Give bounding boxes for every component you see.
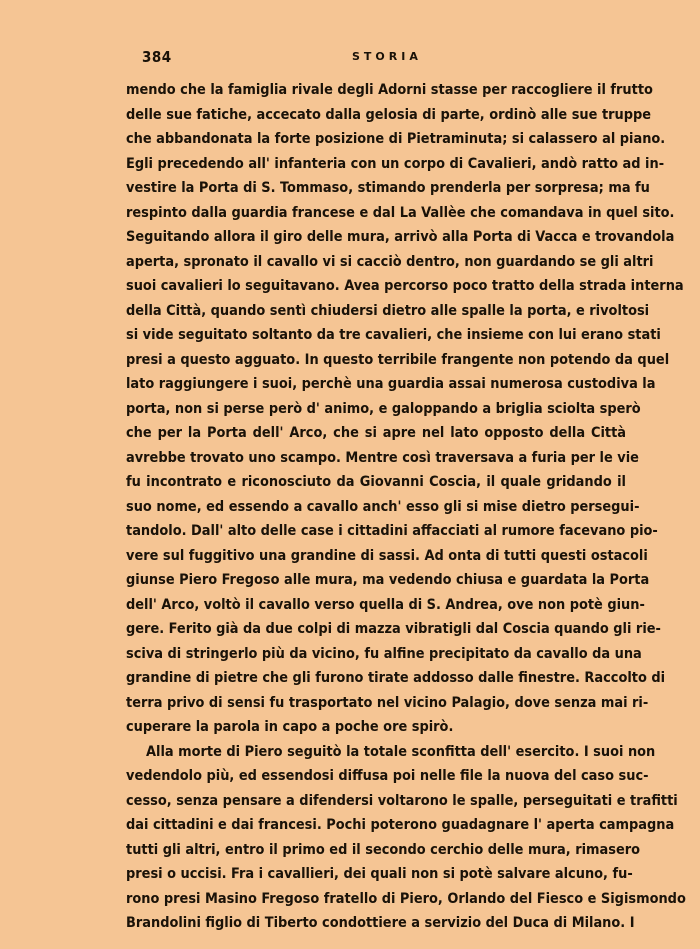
text-line: rono presi Masino Fregoso fratello di Piero, Orlando del Fiesco e Sigismondo [126,890,686,907]
text-line: mendo che la famiglia rivale degli Adorni stasse per raccogliere il frutto [126,82,653,98]
text-line: giunse Piero Fregoso alle mura, ma vedendo chiusa e guardata la Porta [126,572,650,588]
text-line: sciva di stringerlo più da vicino, fu alfine precipitato da cavallo da una [126,645,642,662]
text-line: tutti gli altri, entro il primo ed il secondo cerchio delle mura, rimasero [126,841,641,858]
text-line: terra privo di sensi fu trasportato nel vicino Palagio, dove senza mai ri- [126,694,649,711]
text-line: cuperare la parola in capo a poche ore spirò. [126,719,454,735]
text-line: vestire la Porta di S. Tommaso, stimando prenderla per sorpresa; ma fu [126,180,650,196]
text-line: Seguitando allora il giro delle mura, arrivò alla Porta di Vacca e trovandola [126,229,675,245]
text-line: porta, non si perse però d' animo, e galoppando a briglia sciolta sperò [126,400,641,417]
paragraph [126,740,686,936]
text-line: presi a questo agguato. In questo terribile frangente non potendo da quel [126,351,670,368]
text-line: cesso, senza pensare a difendersi voltarono le spalle, perseguitati e trafitti [126,792,678,809]
text-line: tandolo. Dall' alto delle case i cittadini affacciati al rumore facevano pio- [126,523,658,539]
text-line: delle sue fatiche, accecato dalla gelosia di parte, ordinò alle sue truppe [126,106,652,123]
text-line: che per la Porta dell' Arco, che si apre nel lato opposto della Città [126,425,626,441]
text-line: si vide seguitato soltanto da tre cavalieri, che insieme con lui erano stati [126,327,661,343]
text-line: che abbandonata la forte posizione di Pietraminuta; si calassero al piano. [126,131,666,147]
text-line: aperta, spronato il cavallo vi si cacciò dentro, non guardando se gli altri [126,253,654,270]
text-line: vedendolo più, ed essendosi diffusa poi nelle file la nuova del caso suc- [126,768,649,784]
running-title: STORIA [352,50,422,63]
text-line: grandine di pietre che gli furono tirate addosso dalle finestre. Raccolto di [126,670,666,686]
text-line: presi o uccisi. Fra i cavallieri, dei quali non si potè salvare alcuno, fu- [126,866,633,882]
body-text [126,78,686,936]
text-line: Egli precedendo all' infanteria con un corpo di Cavalieri, andò ratto ad in- [126,155,665,172]
text-line: fu incontrato e riconosciuto da Giovanni Coscia, il quale gridando il [126,474,626,490]
text-line: dai cittadini e dai francesi. Pochi poterono guadagnare l' aperta campagna [126,817,675,833]
page-number: 384 [142,48,172,66]
page-header [142,48,628,68]
text-line: respinto dalla guardia francese e dal La Vallèe che comandava in quel sito. [126,204,675,221]
text-line: dell' Arco, voltò il cavallo verso quella di S. Andrea, ove non potè giun- [126,596,645,613]
text-line: della Città, quando sentì chiudersi dietro alle spalle la porta, e rivoltosi [126,302,650,319]
text-line: avrebbe trovato uno scampo. Mentre così traversava a furia per le vie [126,449,639,466]
text-line: suo nome, ed essendo a cavallo anch' esso gli si mise dietro persegui- [126,498,640,515]
paragraph [126,78,684,740]
text-line: lato raggiungere i suoi, perchè una guardia assai numerosa custodiva la [126,376,656,392]
text-line: Brandolini figlio di Tiberto condottiere a servizio del Duca di Milano. I [126,915,635,931]
text-line: gere. Ferito già da due colpi di mazza vibratigli dal Coscia quando gli rie- [126,621,661,637]
text-line: vere sul fuggitivo una grandine di sassi. Ad onta di tutti questi ostacoli [126,547,648,564]
text-line: suoi cavalieri lo seguitavano. Avea percorso poco tratto della strada interna [126,278,684,294]
text-line: Alla morte di Piero seguitò la totale sconfitta dell' esercito. I suoi non [146,743,656,760]
